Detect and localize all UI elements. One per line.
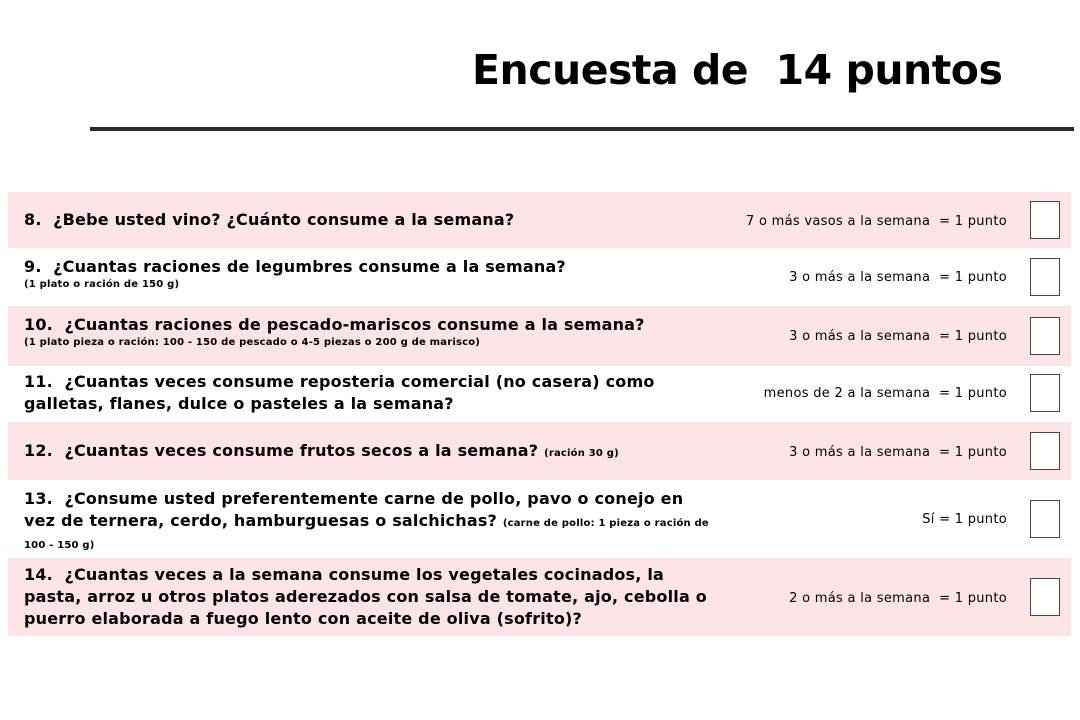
scoring-criterion: 3 o más a la semana = 1 punto [789,445,1007,460]
question-text: ¿Consume usted preferentemente carne de pollo, pavo o conejo en vez de ternera, cerdo, hamburguesas o salchichas? [24,489,684,530]
question-8 [24,209,724,231]
question-text: ¿Cuantas veces consume frutos secos a la semana? [64,441,539,460]
question-text: ¿Cuantas raciones de pescado-mariscos consume a la semana? [64,315,645,334]
question-number: 10. [24,315,53,334]
scoring-criterion: 7 o más vasos a la semana = 1 punto [745,214,1007,229]
question-number: 8. [24,210,42,229]
question-number: 12. [24,441,53,460]
survey-item-13 [8,480,1071,558]
answer-checkbox[interactable] [1030,374,1060,412]
survey-item-14 [8,558,1071,636]
question-subnote: (1 plato o ración de 150 g) [24,279,180,290]
question-subnote: (1 plato pieza o ración: 100 - 150 de pescado o 4-5 piezas o 200 g de marisco) [24,337,481,348]
question-13 [24,488,714,554]
answer-checkbox[interactable] [1030,258,1060,296]
question-note: (carne de pollo: 1 pieza o ración de 100 - 150 g) [24,518,709,551]
question-9 [24,256,724,292]
scoring-criterion: Sí = 1 punto [922,512,1007,527]
question-text: ¿Cuantas veces consume reposteria comercial (no casera) como galletas, flanes, dulce o pasteles a la semana? [24,372,655,413]
question-text: ¿Cuantas raciones de legumbres consume a la semana? [53,257,566,276]
question-number: 11. [24,372,53,391]
title-divider [90,127,1074,131]
survey-item-8 [8,192,1071,248]
scoring-criterion: 3 o más a la semana = 1 punto [789,329,1007,344]
question-note: (ración 30 g) [544,448,619,459]
question-text: ¿Bebe usted vino? ¿Cuánto consume a la semana? [53,210,515,229]
survey-item-10 [8,306,1071,366]
answer-checkbox[interactable] [1030,432,1060,470]
answer-checkbox[interactable] [1030,500,1060,538]
scoring-criterion: menos de 2 a la semana = 1 punto [763,386,1007,401]
page-title: Encuesta de 14 puntos [472,46,1003,94]
question-number: 9. [24,257,42,276]
question-number: 14. [24,565,53,584]
scoring-criterion: 3 o más a la semana = 1 punto [789,270,1007,285]
question-11 [24,371,684,415]
question-text: ¿Cuantas veces a la semana consume los vegetales cocinados, la pasta, arroz u otros platos aderezados con salsa de tomate, ajo, cebolla o puerro elaborada a fuego lento con aceite de oliva (sofrito)? [24,565,707,628]
scoring-criterion: 2 o más a la semana = 1 punto [789,591,1007,606]
question-10 [24,314,724,350]
question-12 [24,440,724,462]
answer-checkbox[interactable] [1030,578,1060,616]
answer-checkbox[interactable] [1030,317,1060,355]
question-number: 13. [24,489,53,508]
survey-item-9 [8,248,1071,306]
survey-item-12 [8,422,1071,480]
answer-checkbox[interactable] [1030,201,1060,239]
survey-item-11 [8,366,1071,422]
question-14 [24,564,719,630]
